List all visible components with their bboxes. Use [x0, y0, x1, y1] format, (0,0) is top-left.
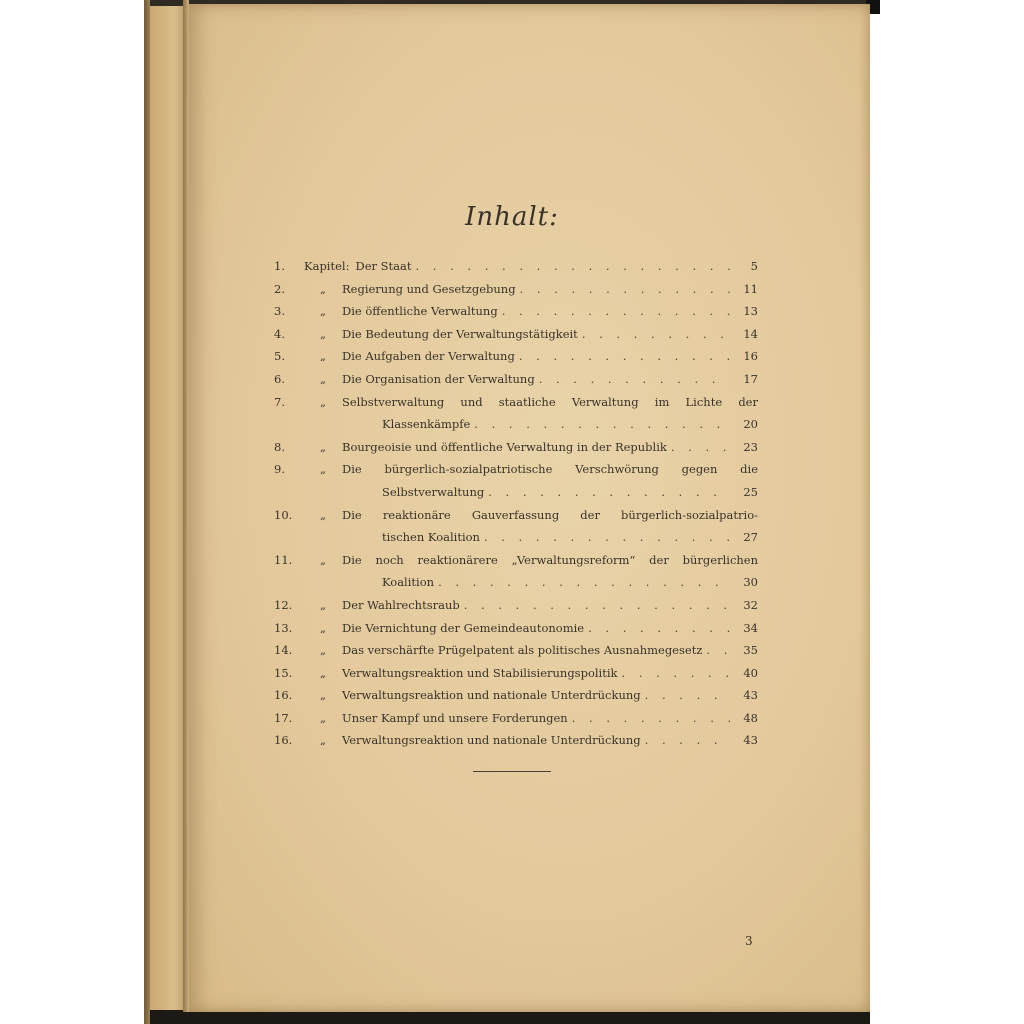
dot-leader — [488, 481, 730, 504]
toc-page: 34 — [743, 620, 758, 635]
ditto-mark: „ — [320, 620, 326, 635]
toc-number: 12. — [274, 597, 293, 612]
dot-leader — [519, 345, 730, 368]
toc-page: 13 — [743, 304, 758, 319]
dot-leader — [438, 571, 730, 594]
toc-title: Regierung und Gesetzgebung — [342, 281, 516, 296]
ditto-mark: „ — [320, 665, 326, 680]
toc-title: Verwaltungsreaktion und nationale Unterdrückung — [342, 688, 641, 703]
toc-page: 32 — [743, 597, 758, 612]
toc-entry-9 — [274, 458, 758, 503]
ditto-mark: „ — [320, 733, 326, 748]
dot-leader — [474, 413, 730, 436]
toc-page: 40 — [743, 665, 758, 680]
toc-page: 17 — [743, 371, 758, 386]
dot-leader — [706, 639, 730, 662]
toc-number: 14. — [274, 643, 293, 658]
dot-leader — [645, 684, 730, 707]
toc-title-continued: tischen Koalition — [382, 530, 480, 545]
dot-leader — [520, 278, 730, 301]
ditto-mark: „ — [320, 281, 326, 296]
toc-number: 8. — [274, 439, 285, 454]
toc-entry-10 — [274, 504, 758, 549]
toc-title-continued: Selbstverwaltung — [382, 484, 485, 499]
toc-entry-6 — [274, 368, 758, 391]
toc-title: Verwaltungsreaktion und Stabilisierungspolitik — [342, 665, 618, 680]
toc-entry-5 — [274, 345, 758, 368]
toc-number: 15. — [274, 665, 293, 680]
ditto-mark: „ — [320, 326, 326, 341]
toc-title: Die öffentliche Verwaltung — [342, 304, 498, 319]
toc-number: 10. — [274, 507, 293, 522]
dot-leader — [588, 617, 730, 640]
bottom-edge — [150, 1010, 870, 1024]
toc-page: 25 — [743, 484, 758, 499]
toc-number: 13. — [274, 620, 293, 635]
dot-leader — [572, 707, 730, 730]
toc-entry-2 — [274, 278, 758, 301]
toc-entry-3 — [274, 300, 758, 323]
toc-number: 17. — [274, 710, 293, 725]
ditto-mark: „ — [320, 643, 326, 658]
toc-title: Bourgeoisie und öffentliche Verwaltung in der Republik — [342, 439, 667, 454]
toc-entry-4 — [274, 323, 758, 346]
dot-leader — [539, 368, 730, 391]
toc-page: 14 — [743, 326, 758, 341]
ditto-mark: „ — [320, 710, 326, 725]
ditto-mark: „ — [320, 597, 326, 612]
toc-title: Die Bedeutung der Verwaltungstätigkeit — [342, 326, 578, 341]
page-number: 3 — [745, 934, 753, 948]
toc-entry-13 — [274, 617, 758, 640]
toc-title: Unser Kampf und unsere Forderungen — [342, 710, 568, 725]
toc-page: 27 — [743, 530, 758, 545]
toc-number: 16. — [274, 733, 293, 748]
page-title: Inhalt: — [465, 202, 559, 232]
dot-leader — [464, 594, 730, 617]
toc-title-continued: Klassenkämpfe — [382, 417, 471, 432]
ditto-mark: „ — [320, 371, 326, 386]
toc-title: Selbstverwaltung und staatliche Verwaltung im Lichte der — [342, 394, 758, 409]
toc-entry-14 — [274, 639, 758, 662]
toc-title: Die bürgerlich-sozialpatriotische Verschwörung gegen die — [342, 462, 758, 477]
ditto-mark: „ — [320, 552, 326, 567]
dot-leader — [582, 323, 730, 346]
toc-entry-12 — [274, 594, 758, 617]
toc-number: 2. — [274, 281, 285, 296]
toc-title-continued: Koalition — [382, 575, 435, 590]
toc-number: 1. — [274, 259, 285, 273]
toc-number: 7. — [274, 394, 285, 409]
toc-page: 5 — [750, 259, 758, 273]
ditto-mark: „ — [320, 304, 326, 319]
ditto-mark: „ — [320, 394, 326, 409]
toc-page: 16 — [743, 349, 758, 364]
dot-leader — [484, 526, 730, 549]
ditto-mark: „ — [320, 349, 326, 364]
toc-entry-16 — [274, 684, 758, 707]
toc-title: Die Aufgaben der Verwaltung — [342, 349, 515, 364]
table-of-contents — [274, 255, 758, 752]
dot-leader — [415, 255, 730, 278]
toc-title: Die Vernichtung der Gemeindeautonomie — [342, 620, 585, 635]
toc-entry-1 — [274, 255, 758, 278]
toc-page: 11 — [743, 281, 758, 296]
toc-page: 30 — [743, 575, 758, 590]
toc-entry-18 — [274, 729, 758, 752]
toc-entry-15 — [274, 662, 758, 685]
toc-title: Verwaltungsreaktion und nationale Unterdrückung — [342, 733, 641, 748]
chapter-word: Kapitel: — [304, 259, 350, 273]
ditto-mark: „ — [320, 507, 326, 522]
toc-page: 35 — [743, 643, 758, 658]
toc-number: 3. — [274, 304, 285, 319]
toc-title: Die Organisation der Verwaltung — [342, 371, 535, 386]
toc-entry-8 — [274, 436, 758, 459]
toc-title: Der Staat — [355, 259, 412, 273]
toc-title: Der Wahlrechtsraub — [342, 597, 460, 612]
closing-rule — [473, 771, 551, 772]
dot-leader — [645, 729, 730, 752]
toc-page: 23 — [743, 439, 758, 454]
toc-entry-7 — [274, 391, 758, 436]
toc-page: 20 — [743, 417, 758, 432]
toc-page: 48 — [743, 710, 758, 725]
toc-number: 5. — [274, 349, 285, 364]
toc-number: 11. — [274, 552, 293, 567]
toc-number: 9. — [274, 462, 285, 477]
toc-page: 43 — [743, 688, 758, 703]
dot-leader — [671, 436, 730, 459]
ditto-mark: „ — [320, 688, 326, 703]
toc-entry-11 — [274, 549, 758, 594]
ditto-mark: „ — [320, 462, 326, 477]
toc-number: 16. — [274, 688, 293, 703]
toc-number: 6. — [274, 371, 285, 386]
ditto-mark: „ — [320, 439, 326, 454]
page-gutter — [183, 0, 189, 1012]
dot-leader — [622, 662, 731, 685]
toc-title: Das verschärfte Prügelpatent als politisches Ausnahmegesetz — [342, 643, 703, 658]
toc-entry-17 — [274, 707, 758, 730]
toc-title: Die reaktionäre Gauverfassung der bürgerlich-sozialpatrio- — [342, 507, 758, 522]
toc-number: 4. — [274, 326, 285, 341]
toc-title: Die noch reaktionärere „Verwaltungsreform“ der bürgerlichen — [342, 552, 758, 567]
dot-leader — [502, 300, 730, 323]
toc-page: 43 — [743, 733, 758, 748]
